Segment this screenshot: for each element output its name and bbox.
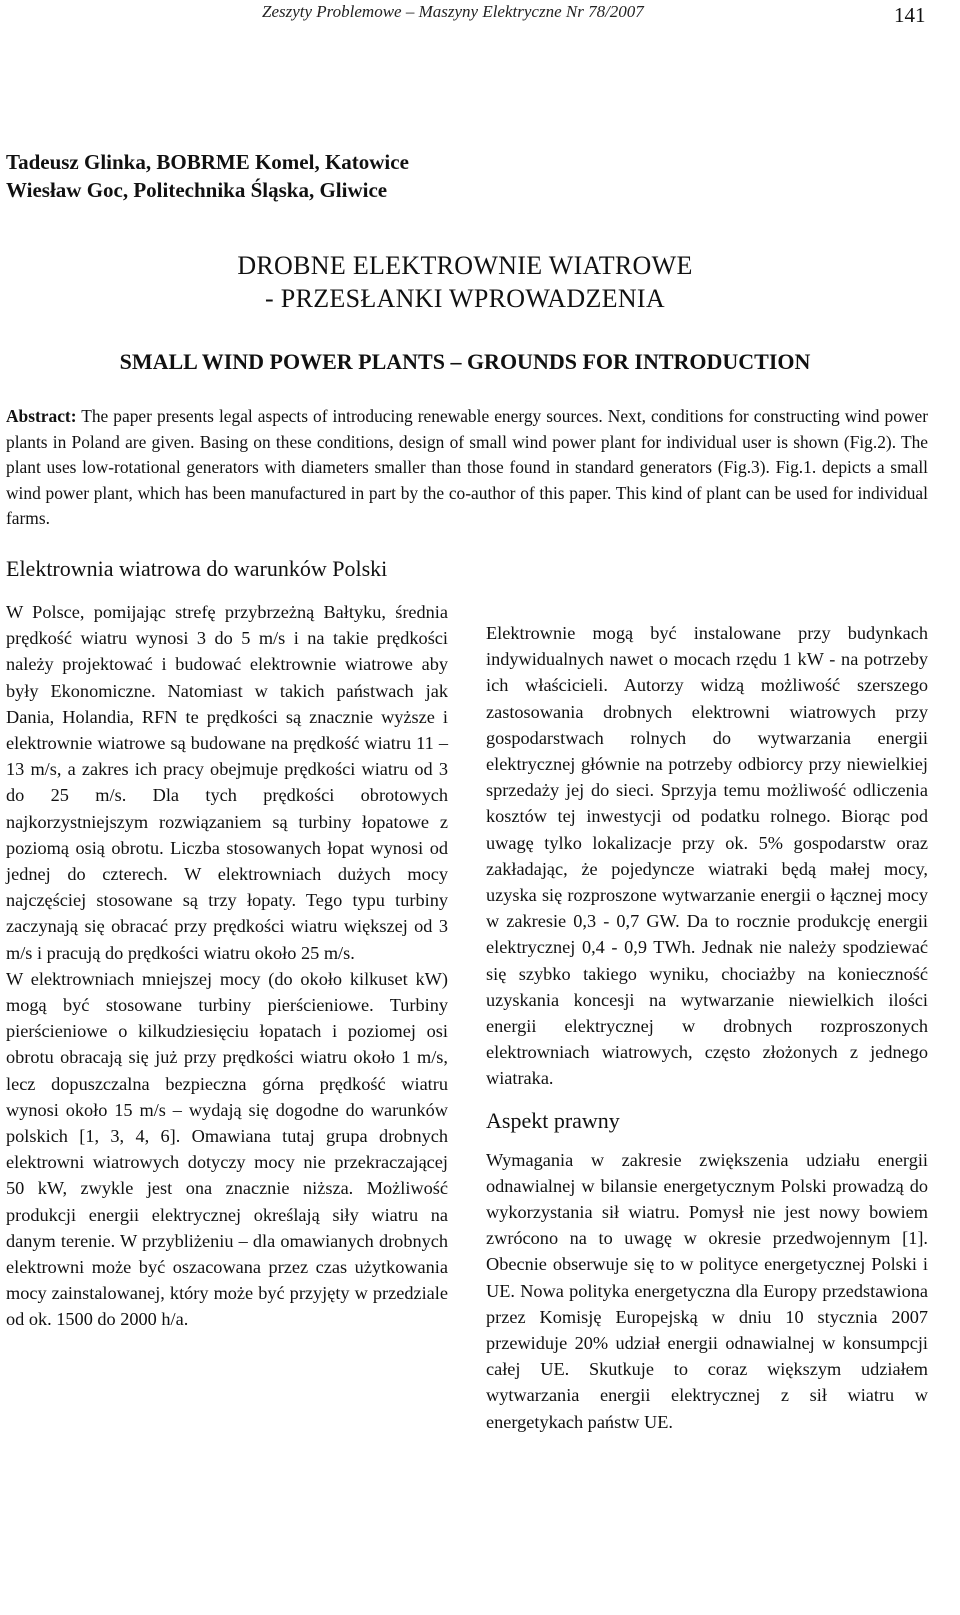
right-column [486,620,928,1435]
abstract-label: Abstract: [6,406,77,426]
page-number: 141 [894,3,926,27]
running-head: Zeszyty Problemowe – Maszyny Elektryczne Nr 78/2007 [262,2,644,21]
section-heading: Elektrownia wiatrowa do warunków Polski [6,556,388,581]
author-block [6,148,409,204]
paper-title-polish [0,249,930,315]
section-heading: Aspekt prawny [486,1107,620,1133]
paper-title-english: SMALL WIND POWER PLANTS – GROUNDS FOR INTRODUCTION [119,349,811,374]
abstract-text: The paper presents legal aspects of introducing renewable energy sources. Next, conditions for constructing wind power plants in Poland are given. Basing on these conditions, design of small wind power plant for individual user is shown (Fig.2). The plant uses low-rotational generators with diameters smaller than those found in standard generators (Fig.3). Fig.1. depicts a small wind power plant, which has been manufactured in part by the co-author of this paper. This kind of plant can be used for individual farms. [6,406,928,529]
author-line: Wiesław Goc, Politechnika Śląska, Gliwice [6,178,388,202]
left-column [6,554,448,1333]
body-paragraph: Wymagania w zakresie zwiększenia udziału energii odnawialnej w bilansie energetycznym Polski prowadzą do wykorzystania sił wiatru. Pomysł nie jest nowy bowiem zwrócono na to uwagę w okresie przedwojennym [1]. Obecnie obserwuje się to w polityce energetycznej Polski i UE. Nowa polityka energetyczna dla Europy przedstawiona przez Komisję Europejską w dniu 10 stycznia 2007 przewiduje 20% udział energii odnawialnej w konsumpcji całej UE. Skutkuje to coraz większym udziałem wytwarzania energii elektrycznej z sił wiatru w energetykach państw UE. [486,1149,928,1432]
body-paragraph: Elektrownie mogą być instalowane przy budynkach indywidualnych nawet o mocach rzędu 1 kW - na potrzeby ich właścicieli. Autorzy widzą możliwość szerszego zastosowania drobnych elektrowni wiatrowych przy gospodarstwach rolnych do wytwarzania energii elektrycznej głównie na potrzeby odbiorcy przy niewielkiej sprzedaży jej do sieci. Sprzyja temu możliwość odliczenia kosztów tej inwestycji od podatku rolnego. Biorąc pod uwagę tylko lokalizacje przy ok. 5% gospodarstw oraz zakładając, że pojedyncze wiatraki będą małej mocy, uzyska się rozproszone wytwarzanie energii o łącznej mocy w zakresie 0,3 - 0,7 GW. Da to rocznie produkcję energii elektrycznej 0,4 - 0,9 TWh. Jednak nie należy spodziewać się szybko takiego wyniku, chociażby na konieczność uzyskania koncesji na wytwarzanie niewielkich ilości energii elektrycznej w drobnych rozproszonych elektrowniach wiatrowych, często złożonych z jednego wiatraka. [486,623,928,1089]
title-line: DROBNE ELEKTROWNIE WIATROWE [237,251,693,280]
body-paragraph: W Polsce, pomijając strefę przybrzeżną Bałtyku, średnia prędkość wiatru wynosi 3 do 5 m/s i na takie prędkości należy projektować i budować elektrownie wiatrowe aby były Ekonomiczne. Natomiast w takich państwach jak Dania, Holandia, RFN te prędkości są znacznie wyższe i elektrownie wiatrowe są budowane na prędkość wiatru 11 – 13 m/s, a zakres ich pracy obejmuje prędkości wiatru od 3 do 25 m/s. Dla tych prędkości obrotowych najkorzystniejszym rozwiązaniem są turbiny łopatowe z poziomą osią obrotu. Liczba stosowanych łopat wynosi od jednej do czterech. W elektrowniach dużych mocy najczęściej stosowane są trzy łopaty. Tego typu turbiny zaczynają się obracać przy prędkości wiatru większej od 3 m/s i pracują do prędkości wiatru około 25 m/s. [6,602,448,963]
title-line: - PRZESŁANKI WPROWADZENIA [265,284,665,313]
abstract [6,404,928,532]
author-line: Tadeusz Glinka, BOBRME Komel, Katowice [6,150,409,174]
body-paragraph: W elektrowniach mniejszej mocy (do około kilkuset kW) mogą być stosowane turbiny pierścieniowe. Turbiny pierścieniowe o kilkudziesięciu łopatach i poziomej osi obrotu obracają się już przy prędkości wiatru około 1 m/s, lecz dopuszczalna bezpieczna górna prędkość wiatru wynosi około 15 m/s – wydają się dogodne do warunków polskich [1, 3, 4, 6]. Omawiana tutaj grupa drobnych elektrowni wiatrowych dotyczy mocy nie przekraczającej 50 kW, zwykle jest ona znacznie niższa. Możliwość produkcji energii elektrycznej określają siły wiatru na danym terenie. W przybliżeniu – dla omawianych drobnych elektrowni może być oszacowana przez czas użytkowania mocy zainstalowanej, który może być przyjęty w przedziale od ok. 1500 do 2000 h/a. [6,968,448,1330]
